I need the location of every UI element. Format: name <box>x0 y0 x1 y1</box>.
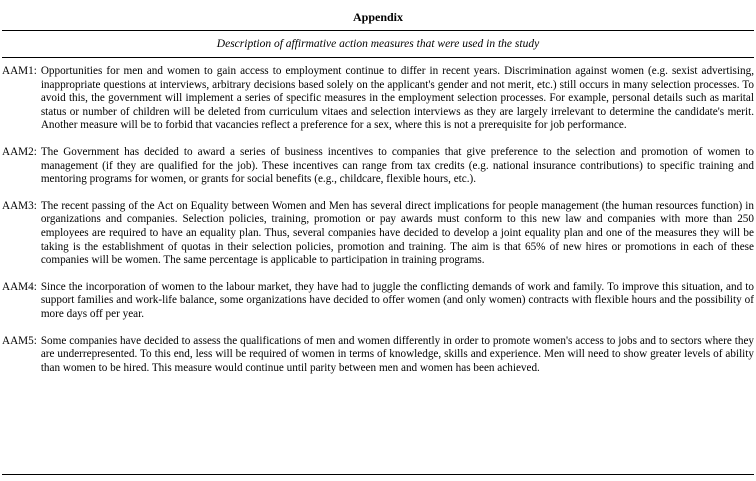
appendix-subtitle: Description of affirmative action measures that were used in the study <box>216 38 540 50</box>
measure-description: The recent passing of the Act on Equality between Women and Men has several direct implications for people management (the human resources function) in organizations and companies. Selection policies, training, promotion or pay awards must conform to this new law and companies with more than 250 employees are required to have an equality plan. Thus, several companies have decided to develop a joint equality plan and one of the measures they will be taking is the establishment of quotas in their selection policies, promotion and training. The aim is that 65% of new hires or promotions in each of these companies will be women. The same percentage is applicable to participation in training programs. <box>40 199 754 267</box>
measure-id: AAM5: <box>2 334 37 347</box>
measure-description: The Government has decided to award a series of business incentives to companies that give preference to the selection and promotion of women to management (if they are qualified for the job). These incentives can range from tax credits (e.g. national insurance contributions) to specific training and mentoring programs for women, or grants for social benefits (e.g., childcare, flexible hours, etc.). <box>40 145 754 186</box>
measure-item-aam2 <box>2 146 754 187</box>
measure-id: AAM4: <box>2 280 37 293</box>
appendix-title: Appendix <box>352 10 404 24</box>
measure-item-aam1 <box>2 65 754 133</box>
bottom-rule <box>2 474 754 475</box>
measure-id: AAM3: <box>2 199 37 212</box>
measure-id: AAM1: <box>2 65 37 77</box>
measure-id: AAM2: <box>2 145 37 158</box>
measure-description: Since the incorporation of women to the labour market, they have had to juggle the conflicting demands of work and family. To improve this situation, and to support families and work-life balance, some organizations have decided to offer women (and only women) contracts with flexible hours and the possibility of more days off per year. <box>40 280 754 320</box>
measure-list <box>2 58 754 375</box>
measure-description: Some companies have decided to assess the qualifications of men and women differently in order to promote women's access to jobs and to sectors where they are underrepresented. To this end, less will be required of women in terms of knowledge, skills and experience. Men will need to show greater levels of ability than women to be hired. This measure would continue until parity between men and women has been achieved. <box>40 334 754 374</box>
measure-item-aam3 <box>2 200 754 268</box>
measure-item-aam4 <box>2 281 754 322</box>
measure-description: Opportunities for men and women to gain access to employment continue to differ in recent years. Discrimination against women (e.g. sexist advertising, inappropriate questions at interviews, arbitrary decisions based solely on the applicant's gender and not merit, etc.) still occurs in many selection processes. To avoid this, the government will implement a series of specific measures in the employment selection processes. For example, personal details such as marital status or number of children will be deleted from curriculum vitaes and selection interviews as they are largely irrelevant to determine the candidate's merit. Another measure will be to forbid that vacancies reflect a preference for a sex, where this is not a prerequisite for job performance. <box>40 65 754 132</box>
measure-item-aam5 <box>2 335 754 376</box>
